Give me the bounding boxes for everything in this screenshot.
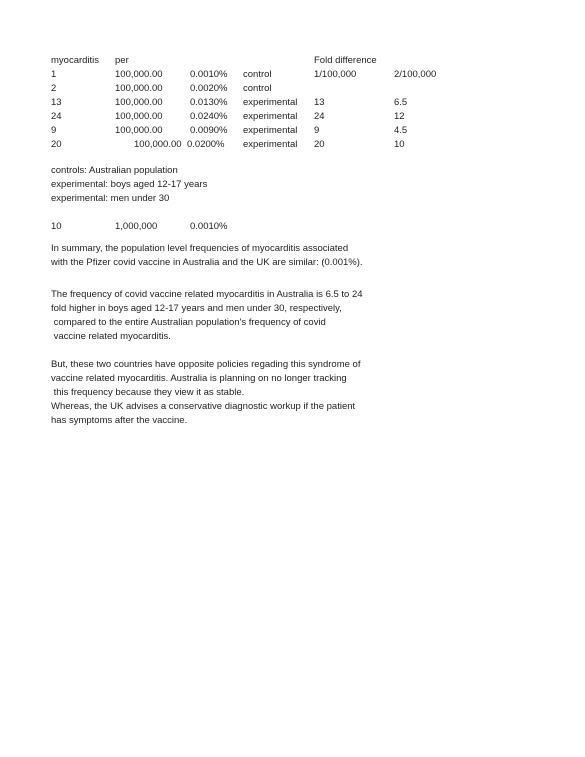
paragraph-line: has symptoms after the vaccine.	[51, 415, 188, 426]
table-cell-count: 2	[51, 83, 57, 94]
table-cell-group: experimental	[243, 125, 298, 136]
paragraph-line: fold higher in boys aged 12-17 years and men under 30, respectively,	[51, 303, 342, 314]
table-cell-per: 100,000.00	[115, 83, 163, 94]
table-cell-fold-a: 1/100,000	[314, 69, 357, 80]
table-cell-fold-b: 10	[394, 139, 405, 150]
table-cell-group: experimental	[243, 139, 298, 150]
table-cell-pct: 0.0200%	[187, 139, 225, 150]
header-fold-difference: Fold difference	[314, 55, 377, 66]
table-cell-fold-b: 4.5	[394, 125, 408, 136]
paragraph-summary	[51, 242, 363, 270]
table-cell-per: 100,000.00	[115, 125, 163, 136]
paragraph-line: Whereas, the UK advises a conservative diagnostic workup if the patient	[51, 401, 356, 412]
table-cell-count: 1	[51, 69, 57, 80]
legend	[51, 164, 207, 206]
paragraph-line: vaccine related myocarditis.	[51, 331, 171, 342]
paragraph-line: compared to the entire Australian population's frequency of covid	[51, 317, 326, 328]
paragraph-line: with the Pfizer covid vaccine in Australia and the UK are similar: (0.001%).	[51, 257, 363, 268]
summary-pct: 0.0010%	[190, 221, 228, 232]
table-cell-pct: 0.0090%	[190, 125, 228, 136]
paragraph-line: In summary, the population level frequencies of myocarditis associated	[51, 243, 349, 254]
table-cell-pct: 0.0010%	[190, 69, 228, 80]
table-cell-count: 9	[51, 125, 57, 136]
paragraph-line: this frequency because they view it as stable.	[51, 387, 245, 398]
table-cell-pct: 0.0130%	[190, 97, 228, 108]
table-cell-fold-a: 20	[314, 139, 325, 150]
paragraph-line: vaccine related myocarditis. Australia is planning on no longer tracking	[51, 373, 347, 384]
table-cell-count: 13	[51, 97, 62, 108]
table-cell-count: 24	[51, 111, 62, 122]
table-cell-group: control	[243, 69, 272, 80]
table-cell-group: experimental	[243, 97, 298, 108]
table-cell-per: 100,000.00	[115, 111, 163, 122]
table-cell-per: 100,000.00	[134, 139, 182, 150]
table-cell-fold-b: 6.5	[394, 97, 408, 108]
paragraph-line: The frequency of covid vaccine related myocarditis in Australia is 6.5 to 24	[51, 289, 363, 300]
table-cell-per: 100,000.00	[115, 69, 163, 80]
table-cell-pct: 0.0020%	[190, 83, 228, 94]
table-cell-count: 20	[51, 139, 62, 150]
table-cell-group: control	[243, 83, 272, 94]
table-cell-pct: 0.0240%	[190, 111, 228, 122]
header-per: per	[115, 55, 129, 66]
paragraph-policies	[51, 358, 360, 428]
table-cell-fold-b: 12	[394, 111, 405, 122]
legend-line: experimental: men under 30	[51, 193, 170, 204]
summary-count: 10	[51, 221, 62, 232]
header-myocarditis: myocarditis	[51, 55, 100, 66]
table-cell-fold-a: 24	[314, 111, 325, 122]
paragraph-line: But, these two countries have opposite policies regading this syndrome of	[51, 359, 361, 370]
table-cell-per: 100,000.00	[115, 97, 163, 108]
table-cell-fold-a: 13	[314, 97, 325, 108]
summary-per: 1,000,000	[115, 221, 158, 232]
table-cell-fold-a: 9	[314, 125, 320, 136]
legend-line: controls: Australian population	[51, 165, 178, 176]
legend-line: experimental: boys aged 12-17 years	[51, 179, 208, 190]
paragraph-frequency	[51, 288, 363, 344]
table-cell-fold-b: 2/100,000	[394, 69, 437, 80]
table-cell-group: experimental	[243, 111, 298, 122]
